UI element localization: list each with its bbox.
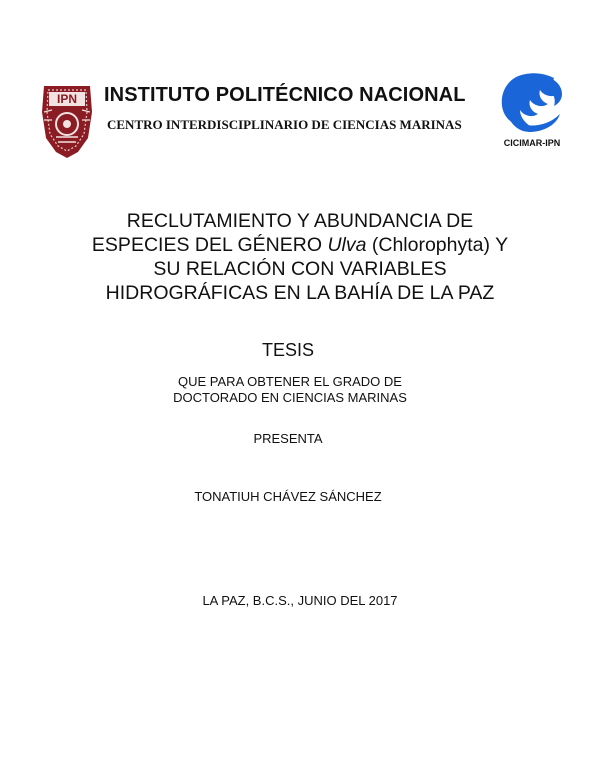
- svg-text:IPN: IPN: [56, 92, 78, 106]
- center-name: CENTRO INTERDISCIPLINARIO DE CIENCIAS MARINAS: [107, 117, 462, 132]
- title-line-2-start: ESPECIES DEL GÉNERO: [91, 234, 328, 256]
- ipn-logo-graphic: [38, 82, 96, 160]
- degree-purpose: [0, 374, 580, 406]
- title-line-2-end: (Chlorophyta) Y: [366, 234, 509, 256]
- title-line-2: [60, 233, 540, 257]
- title-line-1: RECLUTAMIENTO Y ABUNDANCIA DE: [126, 210, 474, 232]
- thesis-title: [60, 209, 540, 305]
- degree-purpose-line-2: DOCTORADO EN CIENCIAS MARINAS: [173, 390, 407, 405]
- cicimar-logo: [496, 70, 568, 150]
- genus-name: Ulva: [327, 234, 367, 256]
- ipn-logo: [38, 82, 96, 160]
- cicimar-logo-graphic: [496, 70, 568, 150]
- author-name: TONATIUH CHÁVEZ SÁNCHEZ: [194, 489, 382, 504]
- presents-label: PRESENTA: [253, 431, 323, 446]
- degree-purpose-line-1: QUE PARA OBTENER EL GRADO DE: [178, 374, 402, 389]
- title-line-3: SU RELACIÓN CON VARIABLES: [153, 258, 447, 280]
- institution-name: INSTITUTO POLITÉCNICO NACIONAL: [104, 84, 466, 106]
- thesis-label: TESIS: [261, 340, 314, 360]
- place-date: LA PAZ, B.C.S., JUNIO DEL 2017: [202, 593, 398, 608]
- cicimar-logo-text: CICIMAR-IPN: [503, 138, 561, 148]
- title-line-4: HIDROGRÁFICAS EN LA BAHÍA DE LA PAZ: [105, 282, 495, 304]
